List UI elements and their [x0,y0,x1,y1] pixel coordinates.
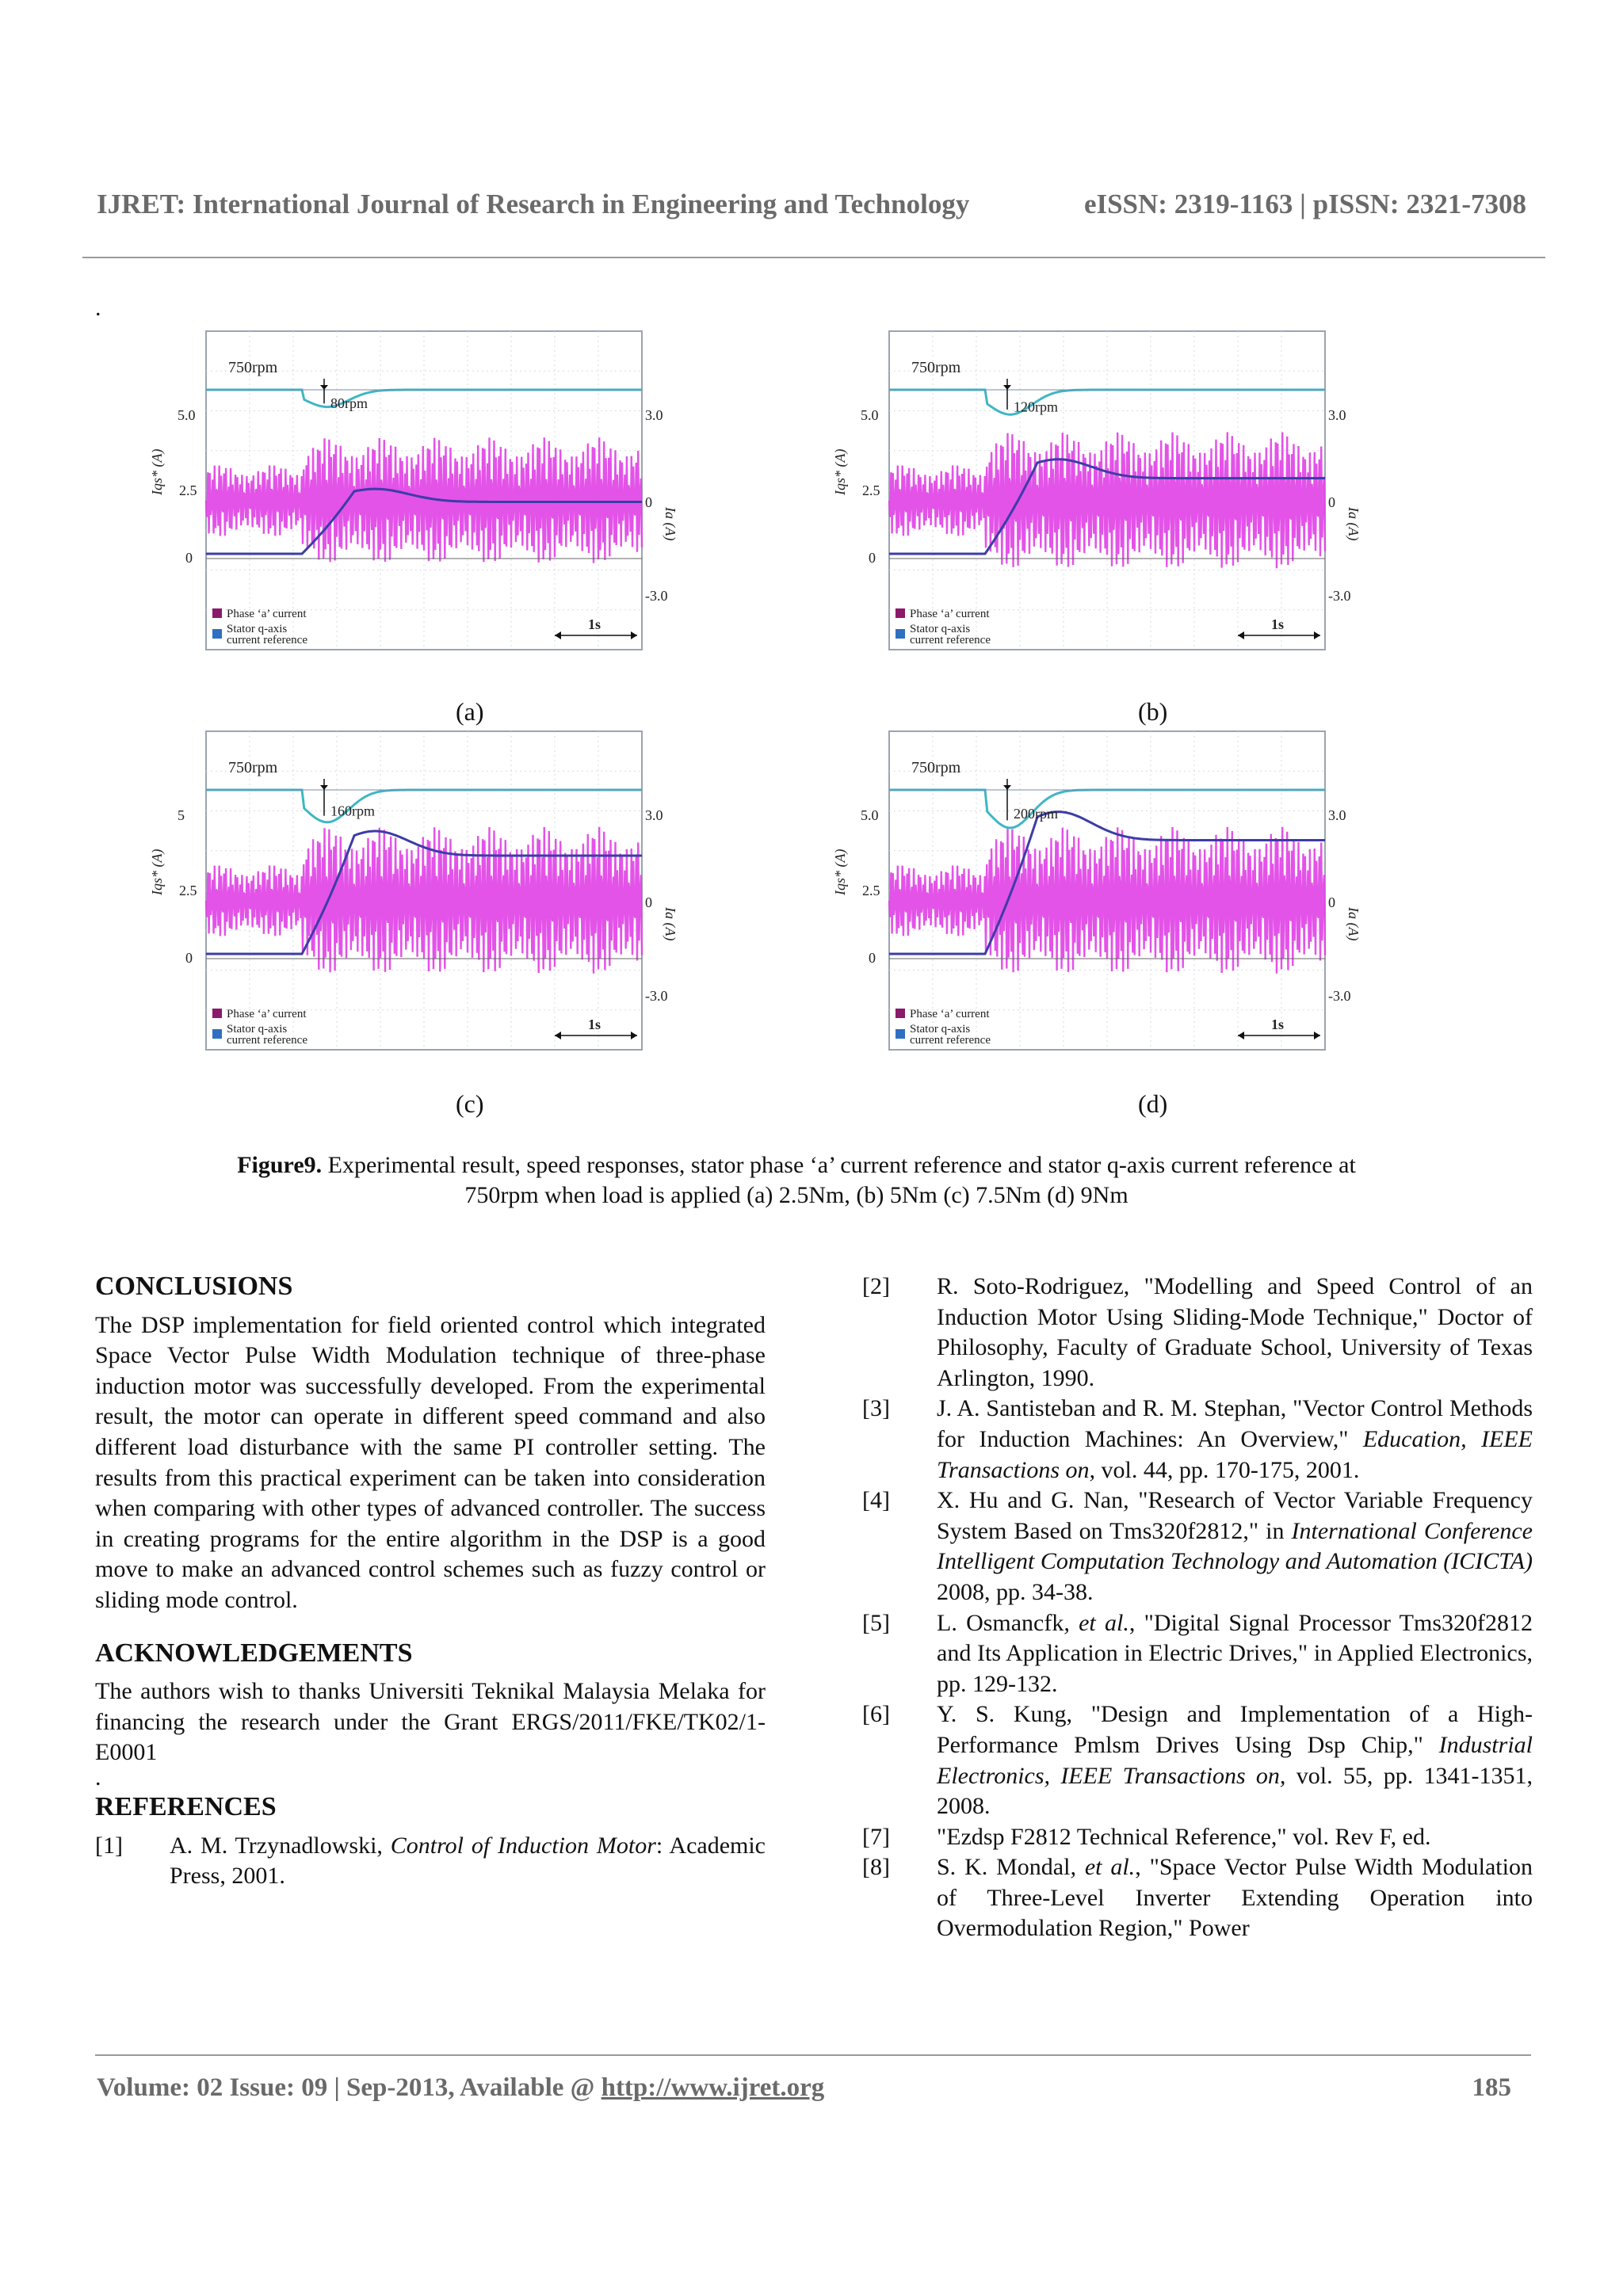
left-axis-zero: 0 [869,550,876,566]
footer-rule [95,2054,1531,2056]
right-axis-zero: 0 [1328,494,1335,510]
legend-phase-label: Phase ‘a’ current [227,1008,307,1020]
reference-item [862,1852,1533,1944]
time-scale-label: 1s [1271,1016,1285,1032]
speed-label: 750rpm [228,359,278,376]
reference-authors: L. Osmancfk [937,1609,1064,1636]
legend-stator-swatch [212,629,222,639]
reference-text [937,1852,1533,1944]
reference-text [937,1608,1533,1700]
panel-label-b: (b) [1138,697,1168,726]
reference-item [862,1486,1533,1608]
legend-stator-swatch [896,629,905,639]
right-axis-label: Ia (A) [1346,907,1361,941]
legend-stator-label-2: current reference [910,634,991,646]
panel-label-a: (a) [456,697,484,726]
reference-etal: , et al. [1064,1609,1129,1636]
reference-title: Control of Induction Motor [390,1832,656,1859]
reference-authors: Y. S. Kung, "Design and Implementation of a High-Performance Pmlsm Drives Using Dsp Chip," [937,1701,1533,1758]
dip-label: 80rpm [330,395,368,411]
stray-dot: . [95,295,101,321]
right-axis-top: 3.0 [645,407,663,423]
legend-phase-label: Phase ‘a’ current [910,1008,990,1020]
left-axis-zero: 0 [185,950,193,966]
reference-number: [8] [862,1854,890,1881]
journal-header [97,189,1526,220]
oscilloscope-figure-c [149,725,678,1074]
reference-text: R. Soto-Rodriguez, "Modelling and Speed Control of an Induction Motor Using Sliding-Mode Technique," Doctor of Philosophy, Faculty of Graduate School, University of Texas Arlington, 1990. [937,1273,1533,1391]
left-axis-mid: 2.5 [862,883,880,898]
reference-journal: Industrial Electronics, IEEE Transactions on, [937,1731,1533,1789]
reference-details: vol. 44, pp. 170-175, 2001. [1095,1456,1360,1483]
legend-stator-swatch [212,1029,222,1039]
right-axis-top: 3.0 [1328,807,1346,823]
journal-issn: eISSN: 2319-1163 | pISSN: 2321-7308 [1083,189,1526,219]
left-column [95,1272,766,1892]
dip-label: 160rpm [330,803,375,819]
time-scale-label: 1s [1271,616,1285,632]
legend-stator-swatch [896,1029,905,1039]
right-axis-bottom: -3.0 [645,588,668,604]
right-axis-top: 3.0 [1328,407,1346,423]
left-axis-label: Iqs* (A) [149,849,165,895]
reference-item [862,1822,1533,1853]
left-axis-top: 5.0 [861,407,879,423]
right-axis-label: Ia (A) [1346,507,1361,541]
reference-journal: International Conference Intelligent Computation Technology and Automation (ICICTA) [937,1517,1533,1575]
left-axis-label: Iqs* (A) [832,448,848,495]
reference-text [937,1486,1533,1608]
reference-text [937,1394,1533,1486]
reference-text: "Ezdsp F2812 Technical Reference," vol. Rev F, ed. [937,1823,1431,1850]
reference-details: 2008, pp. 34-38. [937,1578,1094,1605]
conclusions-heading: CONCLUSIONS [95,1272,293,1301]
reference-number: [2] [862,1273,890,1299]
left-axis-label: Iqs* (A) [149,448,165,495]
oscilloscope-figure-d [832,725,1361,1074]
right-column [862,1272,1533,1944]
page-footer [97,2073,1511,2103]
right-axis-zero: 0 [645,894,652,910]
right-axis-zero: 0 [1328,894,1335,910]
header-rule [82,257,1545,258]
journal-title: IJRET: International Journal of Research in Engineering and Technology [97,189,970,219]
acknowledgements-dot: . [95,1764,101,1791]
legend-phase-swatch [212,1009,222,1018]
scope-plot [149,725,678,1074]
oscilloscope-figure-b [832,325,1361,673]
left-axis-label: Iqs* (A) [832,849,848,895]
reference-journal: Education, IEEE Transactions on, [937,1425,1533,1483]
figure-caption [143,1150,1450,1211]
reference-text [170,1831,766,1892]
caption-text-2: 750rpm when load is applied (a) 2.5Nm, (b) 5Nm (c) 7.5Nm (d) 9Nm [464,1182,1128,1208]
reference-details: vol. 55, pp. 1341-1351, 2008. [937,1762,1533,1820]
caption-label: Figure9. [237,1152,323,1178]
legend-stator-label-1: Stator q-axis [910,623,971,635]
reference-number: [3] [862,1395,890,1422]
time-scale-label: 1s [588,1016,601,1032]
legend-phase-swatch [896,608,905,618]
legend-stator-label-1: Stator q-axis [227,623,288,635]
reference-item [95,1831,766,1892]
right-axis-label: Ia (A) [663,907,678,941]
acknowledgements-text: The authors wish to thanks Universiti Teknikal Malaysia Melaka for financing the research under the Grant ERGS/2011/FKE/TK02/1-E0001 [95,1678,766,1766]
dip-label: 120rpm [1014,399,1058,415]
reference-number: [7] [862,1823,890,1850]
reference-item [862,1699,1533,1821]
scope-plot [832,325,1361,673]
left-axis-mid: 2.5 [179,883,197,898]
right-axis-top: 3.0 [645,807,663,823]
speed-label: 750rpm [228,759,278,776]
legend-phase-swatch [212,608,222,618]
reference-number: [4] [862,1487,890,1514]
scope-plot [832,725,1361,1074]
reference-authors: X. Hu and G. Nan, "Research of Vector Variable Frequency System Based on Tms320f2812," in [937,1487,1533,1544]
left-axis-zero: 0 [185,550,193,566]
references-heading: REFERENCES [95,1791,277,1821]
legend-phase-label: Phase ‘a’ current [227,608,307,620]
acknowledgements-heading: ACKNOWLEDGEMENTS [95,1638,413,1668]
oscilloscope-figure-a [149,325,678,673]
reference-number: [6] [862,1701,890,1728]
reference-text [937,1699,1533,1821]
panel-label-d: (d) [1138,1089,1168,1118]
reference-item [862,1272,1533,1394]
conclusions-text: The DSP implementation for field oriented control which integrated Space Vector Pulse Width Modulation technique of three-phase induction motor was successfully developed. From the experimental result, the motor can operate in different speed command and also different load disturbance with the same PI controller setting. The results from this practical experiment can be taken into consideration when comparing with other types of advanced controller. The success in creating programs for the entire algorithm in the DSP is a good move to make an advanced control schemes such as fuzzy control or sliding mode control. [95,1311,766,1613]
legend-phase-swatch [896,1009,905,1018]
reference-authors: J. A. Santisteban and R. M. Stephan, "Vector Control Methods for Induction Machines: An Overview," [937,1395,1533,1452]
time-scale-label: 1s [588,616,601,632]
dip-label: 200rpm [1014,806,1058,822]
legend-stator-label-1: Stator q-axis [910,1023,971,1035]
speed-label: 750rpm [911,359,961,376]
left-axis-top: 5.0 [861,807,879,823]
reference-details: , "Space Vector Pulse Width Modulation of Three-Level Inverter Extending Operation into Overmodulation Region," Power [937,1854,1533,1942]
left-axis-top: 5 [178,807,185,823]
right-axis-bottom: -3.0 [1328,588,1351,604]
reference-number: [5] [862,1609,890,1636]
left-axis-top: 5.0 [178,407,196,423]
reference-authors: S. K. Mondal [937,1854,1071,1881]
journal-link[interactable]: http://www.ijret.org [601,2073,825,2102]
right-axis-bottom: -3.0 [1328,988,1351,1004]
caption-text-1: Experimental result, speed responses, stator phase ‘a’ current reference and stator q-axis current reference at [327,1152,1356,1178]
left-axis-mid: 2.5 [862,482,880,498]
reference-details: , "Digital Signal Processor Tms320f2812 and Its Application in Electric Drives," in Applied Electronics, pp. 129-132. [937,1609,1533,1697]
reference-number: [1] [95,1832,123,1859]
reference-item [862,1608,1533,1700]
reference-etal: , et al. [1070,1854,1136,1881]
footer-volume [97,2073,824,2103]
legend-stator-label-1: Stator q-axis [227,1023,288,1035]
right-axis-zero: 0 [645,494,652,510]
legend-stator-label-2: current reference [227,1034,307,1047]
legend-stator-label-2: current reference [227,634,307,646]
right-axis-label: Ia (A) [663,507,678,541]
right-axis-bottom: -3.0 [645,988,668,1004]
reference-item [862,1394,1533,1486]
speed-label: 750rpm [911,759,961,776]
legend-stator-label-2: current reference [910,1034,991,1047]
page-number: 185 [1472,2073,1511,2102]
reference-publisher: : Academic Press, 2001. [170,1832,766,1890]
scope-plot [149,325,678,673]
left-axis-zero: 0 [869,950,876,966]
reference-authors: A. M. Trzynadlowski, [170,1832,391,1859]
left-axis-mid: 2.5 [179,482,197,498]
footer-volume-text: Volume: 02 Issue: 09 | Sep-2013, Available @ [97,2073,601,2102]
legend-phase-label: Phase ‘a’ current [910,608,990,620]
panel-label-c: (c) [456,1089,484,1118]
